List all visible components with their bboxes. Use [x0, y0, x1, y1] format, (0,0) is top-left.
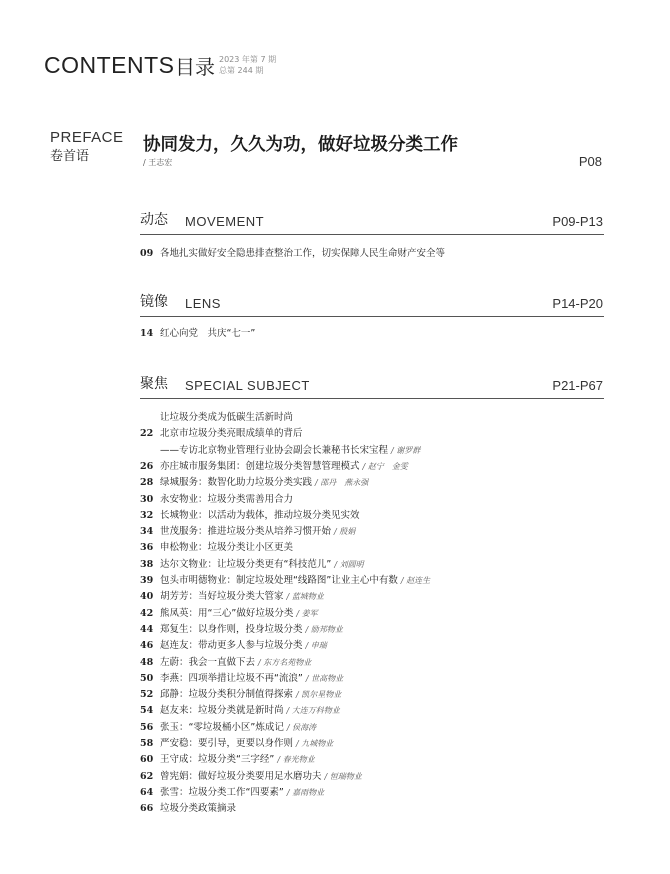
entry-title	[160, 720, 316, 736]
entry-title	[160, 540, 296, 556]
entry-author: / 刘圆明	[334, 559, 364, 569]
entry-title	[160, 801, 239, 817]
entry-title	[160, 573, 430, 589]
entry-title	[160, 769, 362, 785]
entry-title	[160, 671, 343, 687]
entry-title-text: 北京市垃圾分类亮眼成绩单的背后	[160, 428, 303, 440]
entry-page: 36	[140, 542, 154, 554]
entry-title-text: 左蔚：我会一直做下去	[160, 656, 256, 668]
entry-page: 32	[140, 509, 154, 521]
entry-title-text: 王守成：垃圾分类“三字经”	[160, 754, 275, 766]
entry-page: 30	[140, 493, 154, 505]
entry-title	[160, 524, 355, 540]
entry-title: 各地扎实做好安全隐患排查整治工作，切实保障人民生命财产安全等	[160, 248, 446, 259]
contents-heading: CONTENTS	[44, 52, 175, 78]
entry-author: / 赵宁 金雯	[362, 461, 408, 471]
entry-title	[160, 638, 327, 654]
entry-title-text: 邱静：垃圾分类积分制值得探索	[160, 689, 294, 701]
section-lens	[140, 294, 604, 339]
entry-page: 42	[140, 607, 154, 619]
entry-title	[160, 443, 420, 459]
entry-page: 64	[140, 786, 154, 798]
entry-page: 28	[140, 477, 154, 489]
entry-page: 56	[140, 721, 154, 733]
preface-title[interactable]: 协同发力，久久为功，做好垃圾分类工作	[143, 135, 458, 155]
entry-title	[160, 655, 311, 671]
section-title-cn: 动态	[140, 212, 168, 228]
entry-title-text: 申松物业：垃圾分类让小区更美	[160, 542, 294, 554]
section-pages: P21-P67	[552, 378, 603, 393]
entry-page: 58	[140, 738, 154, 749]
entry-page: 66	[140, 803, 154, 815]
entry-page: 40	[140, 591, 154, 603]
entry-page: 22	[140, 428, 154, 440]
entry-page: 48	[140, 656, 154, 668]
section-title-cn: 聚焦	[140, 376, 168, 392]
entry-title-text: 达尔文物业：让垃圾分类更有“科技范儿”	[160, 558, 332, 570]
section-special-subject	[140, 376, 604, 815]
entry-author: / 大连万科物业	[286, 706, 340, 716]
entry-title	[160, 492, 296, 508]
entry-author: / 谢罗群	[391, 445, 421, 455]
section-pages: P14-P20	[552, 296, 603, 311]
entry-title	[160, 508, 363, 524]
entry-title	[160, 687, 341, 703]
section-header	[140, 212, 604, 235]
section-pages: P09-P13	[552, 214, 603, 229]
entry-author: / 赵连生	[400, 576, 431, 585]
entry-page: 52	[140, 689, 154, 701]
entry-page: 54	[140, 705, 154, 717]
entry-title-text: ——专访北京物业管理行业协会副会长兼秘书长宋宝程	[160, 444, 389, 456]
entry-author: / 嘉雨物业	[286, 787, 325, 797]
issue-total-number: 总第 244 期	[219, 66, 264, 75]
entry-page: 44	[140, 623, 154, 635]
entry-title-text: 李燕：四项举措让垃圾不再“流浪”	[160, 672, 303, 684]
section-header	[140, 294, 604, 317]
entry-author: / 侯海涛	[286, 722, 317, 732]
entry-title	[160, 589, 324, 605]
entry-title-text: 张玉：“零垃圾桶小区”炼成记	[160, 721, 284, 733]
entry-title	[160, 736, 333, 752]
entry-author: / 邵丹 燕永强	[315, 478, 369, 488]
entry-page: 14	[140, 328, 154, 339]
entry-title	[160, 557, 364, 573]
entry-title	[160, 785, 324, 801]
preface-page: P08	[578, 154, 602, 169]
entry-page: 38	[140, 558, 154, 570]
entry-author: / 春光物业	[277, 755, 315, 765]
section-title-en: SPECIAL SUBJECT	[185, 378, 310, 393]
preface-label-en: PREFACE	[50, 129, 124, 146]
preface-author: / 王志宏	[143, 158, 173, 167]
entry-page: 34	[140, 526, 154, 538]
issue-info	[219, 54, 276, 76]
entry-page: 39	[140, 575, 154, 586]
entry-title	[160, 426, 306, 442]
section-title-cn: 镜像	[140, 294, 168, 310]
entry-title-text: 包头市明德物业：制定垃圾处理“线路图”让业主心中有数	[160, 575, 398, 586]
entry-title	[160, 459, 408, 475]
entry-title-text: 世茂服务：推进垃圾分类从培养习惯开始	[160, 526, 332, 538]
section-header	[140, 376, 604, 399]
entry-page: 46	[140, 640, 154, 652]
entry-page: 62	[140, 770, 154, 782]
entry-page: 50	[140, 672, 154, 684]
issue-year-number: 2023 年第 7 期	[219, 55, 277, 64]
entry-title-text: 长城物业：以活动为载体，推动垃圾分类见实效	[160, 509, 360, 521]
entry-title: 红心向党 共庆“七一”	[160, 328, 256, 339]
entry-author: / 东方名苑物业	[258, 657, 312, 667]
entry-title-text: 让垃圾分类成为低碳生活新时尚	[160, 412, 294, 423]
entry-title-text: 垃圾分类政策摘录	[160, 803, 237, 815]
entry-title	[160, 622, 343, 638]
entry-page: 60	[140, 754, 154, 766]
entry-title-text: 曾宪娟：做好垃圾分类要用足水磨功夫	[160, 770, 322, 782]
section-title-en: LENS	[185, 296, 221, 311]
entry-title	[160, 606, 318, 622]
entry-author: / 励邦物业	[305, 624, 343, 634]
entry-author: / 世高物业	[305, 673, 344, 683]
entry-title-text: 亦庄城市服务集团：创建垃圾分类智慧管理模式	[160, 460, 360, 472]
entry-title-text: 严安稳：要引导，更要以身作则	[160, 738, 294, 749]
entry-title-text: 胡芳芳：当好垃圾分类大管家	[160, 591, 284, 603]
entry-author: / 蓝城物业	[286, 592, 324, 602]
entry-author: / 申瑞	[305, 641, 327, 651]
entry-title-text: 永安物业：垃圾分类需善用合力	[160, 493, 294, 505]
entry-title-text: 赵连友：带动更多人参与垃圾分类	[160, 640, 303, 652]
entry-author: / 恒瑞物业	[324, 771, 362, 781]
section-title-en: MOVEMENT	[185, 214, 265, 229]
section-movement	[140, 212, 604, 259]
entry-title-text: 熊凤英：用“三心”做好垃圾分类	[160, 607, 294, 619]
entry-author: / 凯尔星物业	[296, 690, 342, 700]
entry-title-text: 绿城服务：数智化助力垃圾分类实践	[160, 477, 313, 489]
entry-title-text: 郑复生：以身作则，投身垃圾分类	[160, 623, 303, 635]
entry-title	[160, 410, 296, 426]
entry-title	[160, 703, 340, 719]
preface-label-cn: 卷首语	[50, 149, 90, 164]
entry-title	[160, 475, 368, 491]
entry-title-text: 赵友来：垃圾分类就是新时尚	[160, 705, 284, 717]
entry-author: / 九城物业	[296, 739, 334, 748]
mulu-heading: 目录	[175, 55, 215, 79]
entry-page: 26	[140, 460, 154, 472]
entry-author: / 殷娟	[334, 527, 356, 537]
entry-author: / 姜军	[296, 608, 318, 618]
entry-title	[160, 752, 315, 768]
entry-page: 09	[140, 248, 154, 259]
entry-title-text: 张雪：垃圾分类工作“四要素”	[160, 786, 284, 798]
